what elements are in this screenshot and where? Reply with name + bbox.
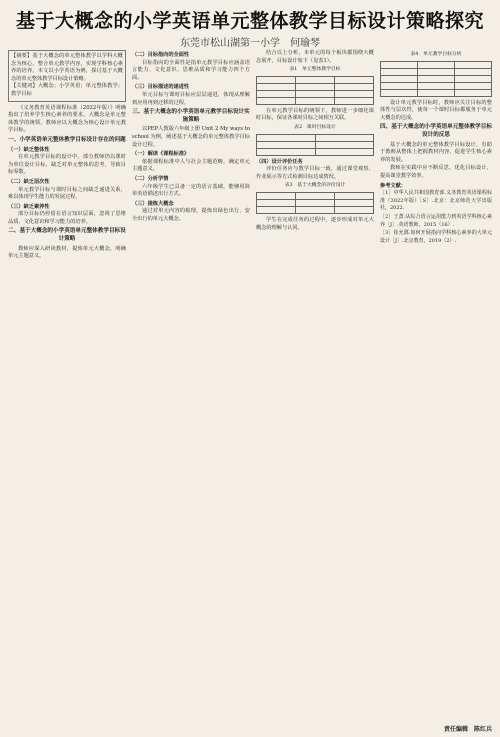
reference-item: ［3］崔允漷.如何开展指向学科核心素养的大单元设计［J］.北京教育，2019（2）.	[380, 230, 492, 244]
subsection-heading: （三）目标描述的递进性	[132, 84, 190, 91]
section-heading: 二、基于大概念的小学英语单元整体教学目标设计策略	[8, 228, 126, 243]
column-4	[380, 50, 492, 246]
assessment-table	[256, 192, 374, 214]
body-paragraph: 学生在完成任务的过程中，逐步形成对单元大概念的理解与认同。	[256, 216, 374, 231]
section-heading: 一、小学英语单元整体教学目标设计存在的问题	[8, 136, 126, 143]
body-paragraph: 目标指向的全面性是指单元教学目标应涵盖语言能力、文化意识、思维品质和学习能力四个方面。	[132, 59, 250, 81]
keywords-text: 【关键词】大概念；小学英语；单元整体教学；教学目标	[11, 83, 123, 97]
body-paragraph: 结合以上分析，本单元的每个板块都围绕大概念展开，目标设计如下（见表1）。	[256, 50, 374, 64]
reference-item: ［2］王蔷.从综合语言运用能力到英语学科核心素养［J］.英语教师，2015（16）.	[380, 213, 492, 228]
column-1	[8, 50, 126, 262]
table-caption: 表3 基于大概念的评价设计	[284, 183, 346, 189]
table-caption: 表4 单元教学目标分析	[410, 52, 462, 57]
abstract-box	[8, 50, 126, 102]
body-paragraph: 单元教学目标与课时目标之间缺乏递进关系，难以体现学生能力的发展过程。	[8, 186, 126, 201]
table-caption: 表1 单元整体教学目标	[289, 67, 341, 73]
goals-table	[256, 76, 374, 105]
body-paragraph: 在单元教学目标的设计中，部分教师仍以课时为单位设计目标，缺乏对单元整体的思考，导致目标零散。	[8, 154, 126, 176]
subsection-heading: （三）缺乏素养性	[8, 203, 50, 210]
subsection-heading: （二）目标指向的全面性	[132, 52, 190, 58]
author-byline: 东莞市松山湖第一小学 何瑜琴	[180, 38, 320, 49]
body-paragraph: 教师在实践中应不断反思，优化目标设计，提高课堂教学效率。	[380, 165, 492, 179]
subsection-heading: （二）分析学情	[132, 175, 169, 182]
unit-analysis-table	[380, 61, 492, 97]
intro-paragraph: 《义务教育英语课程标准（2022年版）》明确指出了培养学生核心素养的要求。大概念是单元整体教学的统领，教师应以大概念为核心设计单元教学目标。	[8, 104, 126, 134]
body-paragraph: 六年级学生已具备一定的语言基础，能够用简单英语描述出行方式。	[132, 183, 250, 198]
editor-signature: 责任编辑 陈红兵	[443, 726, 492, 733]
subsection-heading: （二）缺乏层次性	[8, 178, 50, 185]
column-3	[256, 50, 374, 233]
body-paragraph: 以PEP人教版六年级上册 Unit 2 My ways to school 为例，阐述基于大概念的单元整体教学目标设计过程。	[132, 126, 250, 148]
body-paragraph: 部分目标仍停留在语言知识层面，忽视了思维品质、文化意识和学习能力的培养。	[8, 211, 126, 225]
body-paragraph: 通过对单元内容的梳理，提炼出绿色出行、安全出行的单元大概念。	[132, 208, 250, 222]
body-paragraph: 设计单元教学目标时，教师应关注目标的整体性与层次性，使每一个课时目标都服务于单元大概念的达成。	[380, 99, 492, 121]
lesson-goals-table	[256, 134, 374, 156]
section-heading: 三、基于大概念的小学英语单元教学目标设计实施策略	[132, 109, 250, 123]
table-caption: 表2 课时目标设计	[294, 124, 336, 130]
subsection-heading: （三）提炼大概念	[132, 200, 174, 207]
body-paragraph: 基于大概念的单元整体教学目标设计，有助于教师从整体上把握教材内容，促进学生核心素养的发展。	[380, 141, 492, 163]
references-heading: 参考文献：	[380, 182, 406, 189]
subsection-heading: （四）设计评价任务	[256, 158, 303, 165]
reference-item: ［1］中华人民共和国教育部.义务教育英语课程标准（2022年版）［S］.北京：北京师范大学出版社，2022.	[380, 190, 492, 212]
body-paragraph: 教师应深入研读教材，提炼单元大概念，明确单元主题意义。	[8, 245, 126, 260]
body-paragraph: 依据课程标准中人与社会主题范畴，确定单元主题意义。	[132, 158, 250, 173]
body-paragraph: 单元目标与课时目标应层层递进，体现从理解到应用再到迁移的过程。	[132, 91, 250, 106]
section-heading: 四、基于大概念的小学英语单元整体教学目标设计的反思	[380, 124, 492, 138]
subsection-heading: （一）解读《课程标准》	[132, 151, 190, 158]
subsection-heading: （一）缺乏整体性	[8, 146, 50, 153]
body-paragraph: 在单元教学目标的统领下，教师进一步细化课时目标，保证各课时目标之间相互关联。	[256, 107, 374, 122]
abstract-text: 【摘要】基于大概念的单元整体教学以学科大概念为核心，整合单元教学内容，实现学科核心素养的培养。本文以小学英语为例，探讨基于大概念的单元整体教学目标设计策略。	[11, 53, 123, 82]
body-paragraph: 评价任务应与教学目标一致，通过课堂观察、作业展示等方式检测目标达成情况。	[256, 166, 374, 180]
page-title: 基于大概念的小学英语单元整体教学目标设计策略探究	[15, 10, 484, 32]
column-2	[132, 50, 250, 224]
